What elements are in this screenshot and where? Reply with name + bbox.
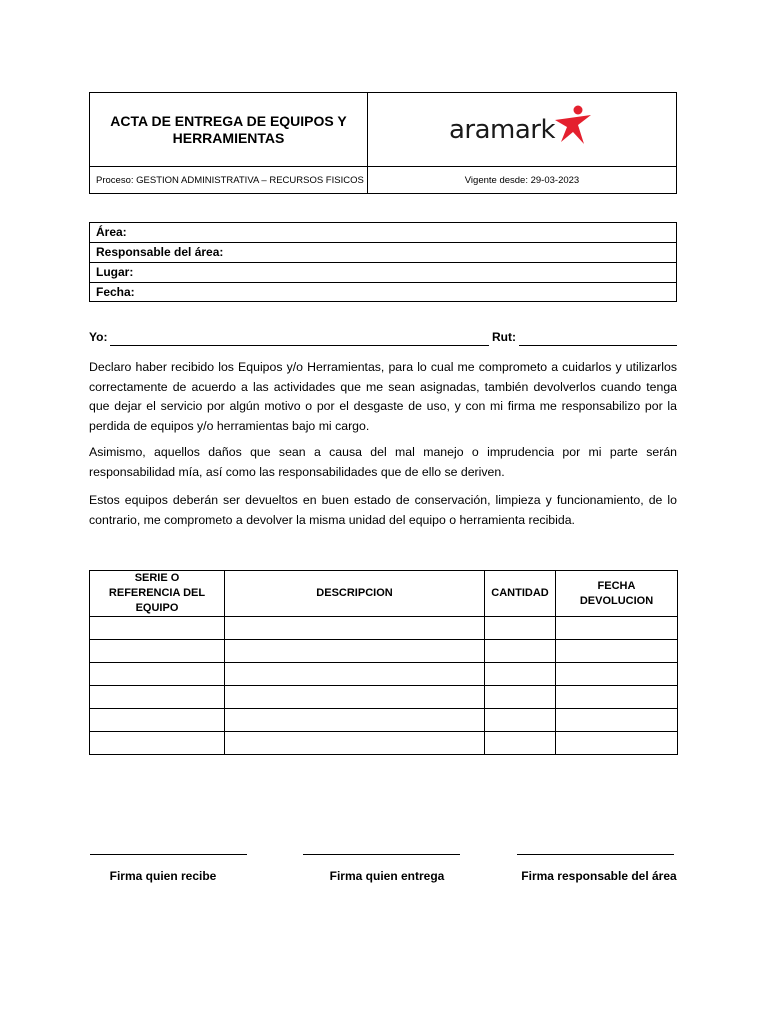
valid-from-label: Vigente desde: 29-03-2023 [464,174,580,186]
table-row [90,640,678,663]
process-label: Proceso: GESTION ADMINISTRATIVA – RECURSOS FISICOS [96,174,364,186]
table-cell[interactable] [90,709,225,732]
table-cell[interactable] [485,686,556,709]
column-header-descripcion: DESCRIPCION [225,571,485,617]
field-responsable[interactable]: Responsable del área: [90,243,676,263]
table-cell[interactable] [90,663,225,686]
signature-label-receiver: Firma quien recibe [109,869,217,883]
rut-input-line[interactable] [519,345,677,346]
table-header-row [90,571,678,617]
table-cell[interactable] [556,732,678,755]
equipment-table [89,570,678,755]
document-header [89,92,677,194]
logo-wordmark: aramark [448,114,556,145]
table-cell[interactable] [485,617,556,640]
table-cell[interactable] [556,617,678,640]
declaration-paragraph-3: Estos equipos deberán ser devueltos en buen estado de conservación, limpieza y funcionamiento, de lo contrario, me comprometo a devolver la misma unidad del equipo o herramienta recibida. [89,493,677,527]
table-cell[interactable] [485,640,556,663]
table-cell[interactable] [556,686,678,709]
table-cell[interactable] [485,663,556,686]
star-person-icon [551,104,595,148]
yo-input-line[interactable] [110,345,489,346]
rut-label: Rut: [492,330,516,344]
aramark-logo [368,93,676,166]
table-cell[interactable] [225,732,485,755]
declaration-paragraph-2: Asimismo, aquellos daños que sean a causa del mal manejo o imprudencia por mi parte serán responsabilidad mía, así como las responsabilidades que de ello se deriven. [89,445,677,479]
signature-line-receiver[interactable] [90,854,247,855]
info-fields-table [89,222,677,302]
signature-label-deliverer: Firma quien entrega [329,869,445,883]
signature-line-area-manager[interactable] [517,854,674,855]
column-header-cantidad: CANTIDAD [485,571,556,617]
table-cell[interactable] [225,709,485,732]
table-cell[interactable] [225,686,485,709]
table-cell[interactable] [90,686,225,709]
field-lugar[interactable]: Lugar: [90,263,676,283]
field-area[interactable]: Área: [90,223,676,243]
table-cell[interactable] [90,732,225,755]
field-fecha[interactable]: Fecha: [96,285,135,299]
column-header-serie: SERIE O REFERENCIA DEL EQUIPO [90,571,225,617]
table-row [90,686,678,709]
table-row [90,663,678,686]
table-cell[interactable] [225,617,485,640]
declaration-paragraph-1: Declaro haber recibido los Equipos y/o Herramientas, para lo cual me comprometo a cuidarlos y utilizarlos correctamente de acuerdo a las actividades que me sean asignadas, también devolverlos cuando tenga que dejar el servicio por algún motivo o por el desgaste de uso, y con mi firma me responsabilizo por la perdida de equipos y/o herramientas bajo mi cargo. [89,360,677,433]
table-row [90,617,678,640]
table-cell[interactable] [556,640,678,663]
yo-label: Yo: [89,330,108,344]
table-cell[interactable] [556,663,678,686]
table-cell[interactable] [485,732,556,755]
signature-line-deliverer[interactable] [303,854,460,855]
document-title: ACTA DE ENTREGA DE EQUIPOS Y HERRAMIENTAS [110,112,347,146]
table-cell[interactable] [225,663,485,686]
signature-label-area-manager: Firma responsable del área [521,869,677,883]
table-cell[interactable] [556,709,678,732]
table-cell[interactable] [90,640,225,663]
table-cell[interactable] [485,709,556,732]
table-row [90,732,678,755]
table-cell[interactable] [90,617,225,640]
column-header-fecha-devolucion: FECHA DEVOLUCION [556,571,678,617]
table-cell[interactable] [225,640,485,663]
table-row [90,709,678,732]
